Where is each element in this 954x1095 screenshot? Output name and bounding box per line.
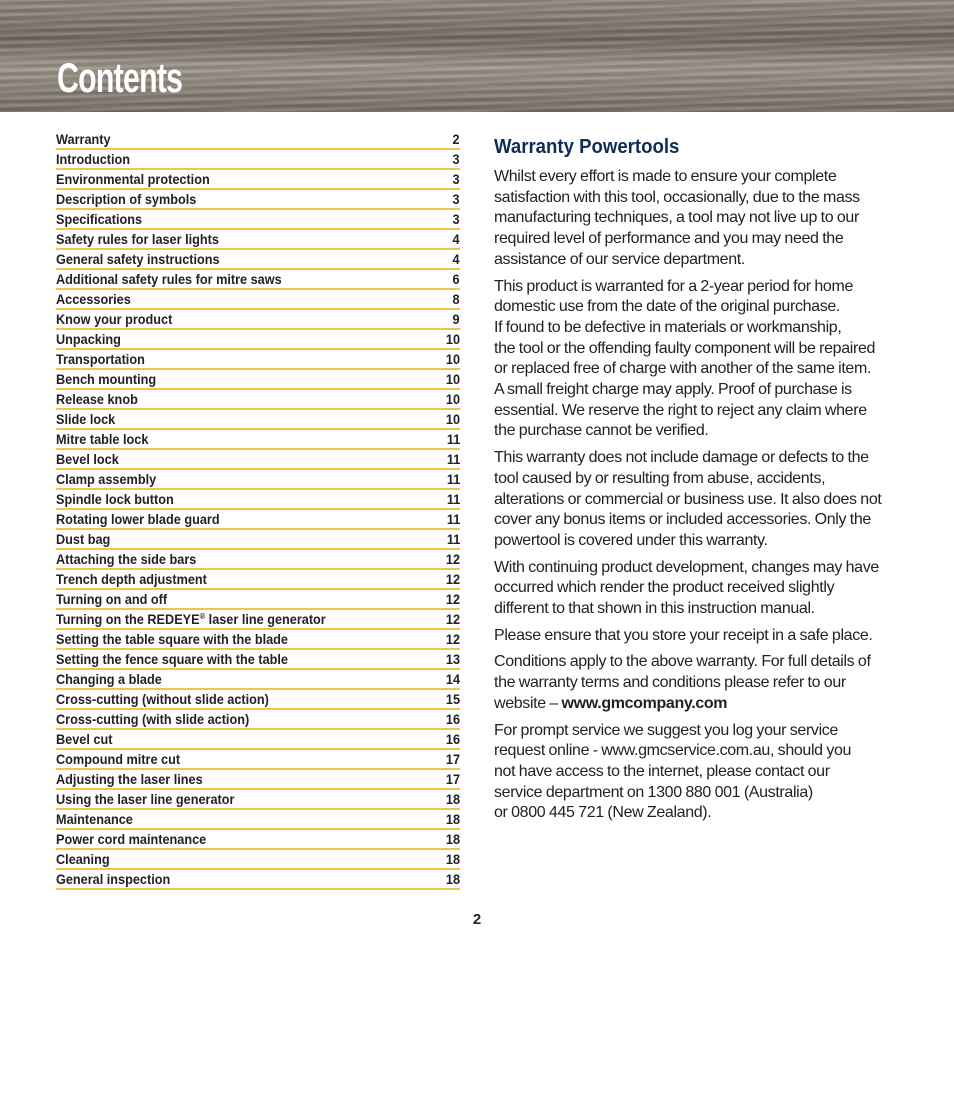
- warranty-paragraph: With continuing product development, changes may have occurred which render the product received slightly different to that shown in this instruction manual.: [494, 558, 879, 618]
- toc-entry-page: 13: [445, 652, 460, 667]
- warranty-paragraph: This warranty does not include damage or defects to the tool caused by or resulting from abuse, accidents, alterations or commercial or business use. It also does not cover any bonus items or included accessories. Only the powertool is covered under this warranty.: [494, 449, 882, 549]
- toc-entry[interactable]: [56, 330, 460, 350]
- toc-entry-label: Additional safety rules for mitre saws: [56, 272, 282, 287]
- toc-entry-page: 11: [446, 512, 460, 527]
- toc-entry[interactable]: [56, 870, 460, 890]
- header-banner: [0, 0, 954, 112]
- toc-entry[interactable]: [56, 250, 460, 270]
- toc-entry[interactable]: [56, 470, 460, 490]
- toc-entry[interactable]: [56, 770, 460, 790]
- toc-entry-page: 10: [445, 372, 460, 387]
- toc-entry[interactable]: [56, 590, 460, 610]
- toc-entry-label: Warranty: [56, 132, 111, 147]
- table-of-contents: [56, 130, 460, 890]
- warranty-paragraph: This product is warranted for a 2-year period for home domestic use from the date of the original purchase. If found to be defective in materials or workmanship, the tool or the offending faulty component will be repaired or replaced free of charge with another of the same item. A small freight charge may apply. Proof of purchase is essential. We reserve the right to reject any claim where the purchase cannot be verified.: [494, 277, 876, 440]
- toc-entry-label: Rotating lower blade guard: [56, 512, 220, 527]
- toc-entry-page: 11: [446, 452, 460, 467]
- toc-entry[interactable]: [56, 510, 460, 530]
- toc-entry[interactable]: [56, 370, 460, 390]
- toc-entry[interactable]: [56, 570, 460, 590]
- toc-entry-label: Changing a blade: [56, 672, 162, 687]
- toc-entry[interactable]: [56, 430, 460, 450]
- toc-entry-page: 4: [452, 252, 460, 267]
- toc-entry-label: Release knob: [56, 392, 138, 407]
- toc-entry-page: 8: [452, 292, 460, 307]
- toc-entry[interactable]: [56, 310, 460, 330]
- toc-entry[interactable]: [56, 170, 460, 190]
- toc-entry-label: Bevel cut: [56, 732, 113, 747]
- toc-entry-page: 3: [452, 152, 460, 167]
- toc-entry[interactable]: [56, 650, 460, 670]
- toc-entry[interactable]: [56, 290, 460, 310]
- toc-entry[interactable]: [56, 730, 460, 750]
- toc-entry-label: Specifications: [56, 212, 143, 227]
- warranty-paragraph: Conditions apply to the above warranty. For full details of the warranty terms and conditions please refer to our website – www.gmcompany.com: [494, 653, 871, 712]
- warranty-body: [494, 167, 894, 824]
- toc-entry-label: General safety instructions: [56, 252, 220, 267]
- toc-entry-page: 2: [452, 132, 460, 147]
- toc-entry-label: Dust bag: [56, 532, 111, 547]
- toc-entry-page: 10: [445, 352, 460, 367]
- toc-entry-page: 18: [445, 792, 460, 807]
- toc-entry-page: 18: [445, 852, 460, 867]
- toc-entry-page: 12: [445, 612, 460, 627]
- toc-entry-label: Spindle lock button: [56, 492, 174, 507]
- toc-entry[interactable]: [56, 410, 460, 430]
- toc-entry[interactable]: [56, 530, 460, 550]
- toc-entry-label: Setting the table square with the blade: [56, 632, 288, 647]
- toc-entry-label: Transportation: [56, 352, 145, 367]
- toc-entry-label: Power cord maintenance: [56, 832, 207, 847]
- toc-entry-label: Mitre table lock: [56, 432, 149, 447]
- toc-entry-page: 17: [445, 752, 460, 767]
- toc-entry-page: 12: [445, 552, 460, 567]
- page-number: 2: [472, 911, 482, 928]
- toc-entry[interactable]: [56, 150, 460, 170]
- toc-entry-page: 11: [446, 532, 460, 547]
- toc-entry-label: Environmental protection: [56, 172, 210, 187]
- toc-entry-label: Cleaning: [56, 852, 110, 867]
- toc-entry-page: 3: [452, 212, 460, 227]
- toc-entry[interactable]: [56, 130, 460, 150]
- toc-entry-page: 12: [445, 592, 460, 607]
- toc-entry[interactable]: [56, 630, 460, 650]
- toc-entry-label: Bevel lock: [56, 452, 119, 467]
- toc-entry-label: Turning on the REDEYE® laser line generator: [56, 612, 326, 627]
- toc-entry-label: Compound mitre cut: [56, 752, 181, 767]
- toc-entry-page: 16: [445, 712, 460, 727]
- toc-entry[interactable]: [56, 850, 460, 870]
- toc-entry-page: 18: [445, 832, 460, 847]
- toc-entry-page: 3: [452, 172, 460, 187]
- warranty-paragraph: Please ensure that you store your receipt in a safe place.: [494, 626, 873, 644]
- toc-entry-page: 12: [445, 572, 460, 587]
- toc-entry[interactable]: [56, 450, 460, 470]
- toc-entry[interactable]: [56, 790, 460, 810]
- warranty-section: [494, 134, 894, 830]
- toc-entry-page: 11: [446, 472, 460, 487]
- toc-entry-label: Know your product: [56, 312, 173, 327]
- toc-entry-label: Setting the fence square with the table: [56, 652, 288, 667]
- toc-entry[interactable]: [56, 210, 460, 230]
- toc-entry-label: Maintenance: [56, 812, 133, 827]
- toc-entry-page: 17: [445, 772, 460, 787]
- toc-entry[interactable]: [56, 550, 460, 570]
- toc-entry-page: 12: [445, 632, 460, 647]
- toc-entry-label: Adjusting the laser lines: [56, 772, 203, 787]
- toc-entry-page: 10: [445, 412, 460, 427]
- toc-entry-label: Introduction: [56, 152, 131, 167]
- toc-entry-page: 9: [452, 312, 460, 327]
- toc-entry[interactable]: [56, 750, 460, 770]
- toc-entry-label: Attaching the side bars: [56, 552, 197, 567]
- toc-entry[interactable]: [56, 190, 460, 210]
- toc-entry[interactable]: [56, 810, 460, 830]
- warranty-heading: Warranty Powertools: [494, 136, 680, 158]
- toc-entry-page: 10: [445, 332, 460, 347]
- toc-entry-label: Cross-cutting (with slide action): [56, 712, 250, 727]
- toc-entry-label: Accessories: [56, 292, 131, 307]
- toc-entry-label: Safety rules for laser lights: [56, 232, 219, 247]
- toc-entry[interactable]: [56, 270, 460, 290]
- toc-entry-label: Cross-cutting (without slide action): [56, 692, 269, 707]
- toc-entry-page: 18: [445, 872, 460, 887]
- toc-entry-label: Clamp assembly: [56, 472, 157, 487]
- toc-entry-page: 3: [452, 192, 460, 207]
- toc-entry[interactable]: [56, 690, 460, 710]
- toc-entry[interactable]: [56, 390, 460, 410]
- website-link[interactable]: www.gmcompany.com: [561, 694, 728, 712]
- toc-entry-label: Trench depth adjustment: [56, 572, 207, 587]
- toc-entry-page: 4: [452, 232, 460, 247]
- toc-entry-label: Using the laser line generator: [56, 792, 235, 807]
- warranty-paragraph: For prompt service we suggest you log your service request online - www.gmcservice.com.au, should you not have access to the internet, please contact our service department on 1300 880 001 (Australia) or 0800 445 721 (New Zealand).: [494, 721, 852, 822]
- toc-entry-label: Description of symbols: [56, 192, 197, 207]
- toc-entry-page: 14: [445, 672, 460, 687]
- toc-entry-label: Unpacking: [56, 332, 121, 347]
- toc-entry-label: Bench mounting: [56, 372, 157, 387]
- toc-entry-label: Turning on and off: [56, 592, 168, 607]
- toc-entry-page: 11: [446, 492, 460, 507]
- toc-entry-label: General inspection: [56, 872, 171, 887]
- toc-entry-page: 16: [445, 732, 460, 747]
- toc-entry[interactable]: [56, 830, 460, 850]
- toc-entry-page: 6: [452, 272, 460, 287]
- toc-entry[interactable]: [56, 710, 460, 730]
- toc-entry[interactable]: [56, 350, 460, 370]
- toc-entry-page: 15: [445, 692, 460, 707]
- warranty-paragraph: Whilst every effort is made to ensure your complete satisfaction with this tool, occasionally, due to the mass manufacturing techniques, a tool may not live up to our required level of performance and you may need the assistance of our service department.: [494, 168, 860, 268]
- toc-entry[interactable]: [56, 230, 460, 250]
- toc-entry-page: 18: [445, 812, 460, 827]
- toc-entry-page: 11: [446, 432, 460, 447]
- toc-entry[interactable]: [56, 670, 460, 690]
- registered-mark: ®: [199, 612, 206, 621]
- toc-entry-label: Slide lock: [56, 412, 116, 427]
- toc-entry[interactable]: [56, 490, 460, 510]
- toc-entry[interactable]: [56, 610, 460, 630]
- toc-entry-page: 10: [445, 392, 460, 407]
- page-title: Contents: [57, 54, 183, 101]
